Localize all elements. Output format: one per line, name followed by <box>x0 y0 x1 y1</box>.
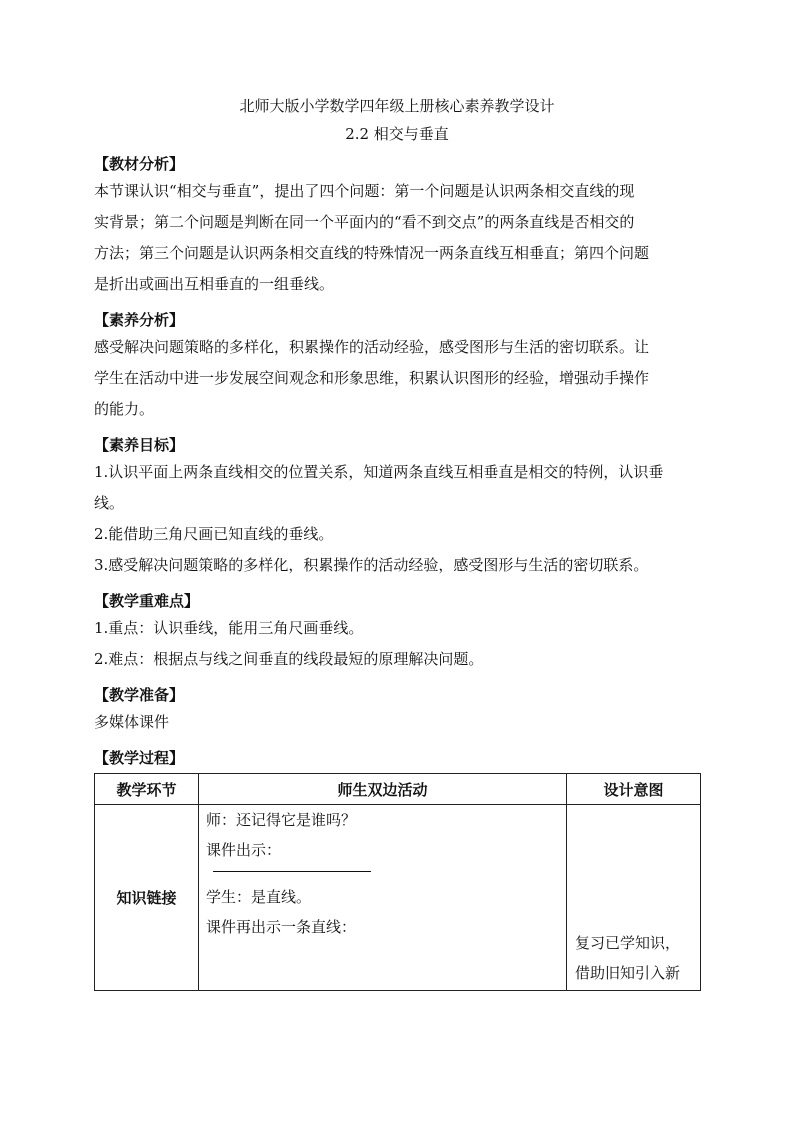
section-heading-process: 【教学过程】 <box>94 749 185 767</box>
activity-line: 课件出示： <box>206 841 282 859</box>
section-heading-preparation: 【教学准备】 <box>94 686 185 704</box>
paragraph-line: 感受解决问题策略的多样化，积累操作的活动经验，感受图形与生活的密切联系。让 <box>94 338 650 356</box>
table-row <box>95 805 701 991</box>
paragraph-line: 1.重点：认识垂线，能用三角尺画垂线。 <box>94 619 364 637</box>
paragraph-line: 是折出或画出互相垂直的一组垂线。 <box>94 275 335 293</box>
paragraph-line: 的能力。 <box>94 400 155 418</box>
paragraph-line: 线。 <box>94 494 125 512</box>
section-heading-textbook-analysis: 【教材分析】 <box>94 155 185 173</box>
table-header-row <box>95 774 701 805</box>
paragraph-line: 2.能借助三角尺画已知直线的垂线。 <box>94 525 334 543</box>
activity-cell <box>199 805 567 991</box>
activity-line: 课件再出示一条直线： <box>206 918 357 936</box>
section-heading-key-points: 【教学重难点】 <box>94 592 200 610</box>
straight-line-figure <box>213 871 371 872</box>
header-stage: 教学环节 <box>95 774 199 805</box>
paragraph-line: 方法；第三个问题是认识两条相交直线的特殊情况一两条直线互相垂直；第四个问题 <box>94 244 650 262</box>
paragraph-line: 本节课认识“相交与垂直”，提出了四个问题：第一个问题是认识两条相交直线的现 <box>94 182 635 200</box>
paragraph-line: 2.难点：根据点与线之间垂直的线段最短的原理解决问题。 <box>94 650 484 668</box>
paragraph-line: 学生在活动中进一步发展空间观念和形象思维，积累认识图形的经验，增强动手操作 <box>94 369 650 387</box>
intent-line: 借助旧知引入新 <box>575 964 681 982</box>
teaching-process-table <box>94 773 701 991</box>
paragraph-line: 多媒体课件 <box>94 713 170 731</box>
section-heading-literacy-goals: 【素养目标】 <box>94 436 185 454</box>
header-activity: 师生双边活动 <box>199 774 567 805</box>
header-intent: 设计意图 <box>567 774 701 805</box>
paragraph-line: 实背景；第二个问题是判断在同一个平面内的“看不到交点”的两条直线是否相交的 <box>94 213 635 231</box>
activity-line: 师：还记得它是谁吗？ <box>206 811 357 829</box>
activity-line: 学生：是直线。 <box>206 888 312 906</box>
section-heading-literacy-analysis: 【素养分析】 <box>94 311 185 329</box>
intent-line: 复习已学知识， <box>575 934 681 952</box>
paragraph-line: 3.感受解决问题策略的多样化，积累操作的活动经验，感受图形与生活的密切联系。 <box>94 556 649 574</box>
lesson-title: 2.2 相交与垂直 <box>345 125 449 143</box>
intent-cell <box>567 805 701 991</box>
stage-cell: 知识链接 <box>95 805 199 991</box>
document-page <box>94 96 700 991</box>
paragraph-line: 1.认识平面上两条直线相交的位置关系，知道两条直线互相垂直是相交的特例，认识垂 <box>94 463 664 481</box>
document-title: 北师大版小学数学四年级上册核心素养教学设计 <box>239 97 555 115</box>
